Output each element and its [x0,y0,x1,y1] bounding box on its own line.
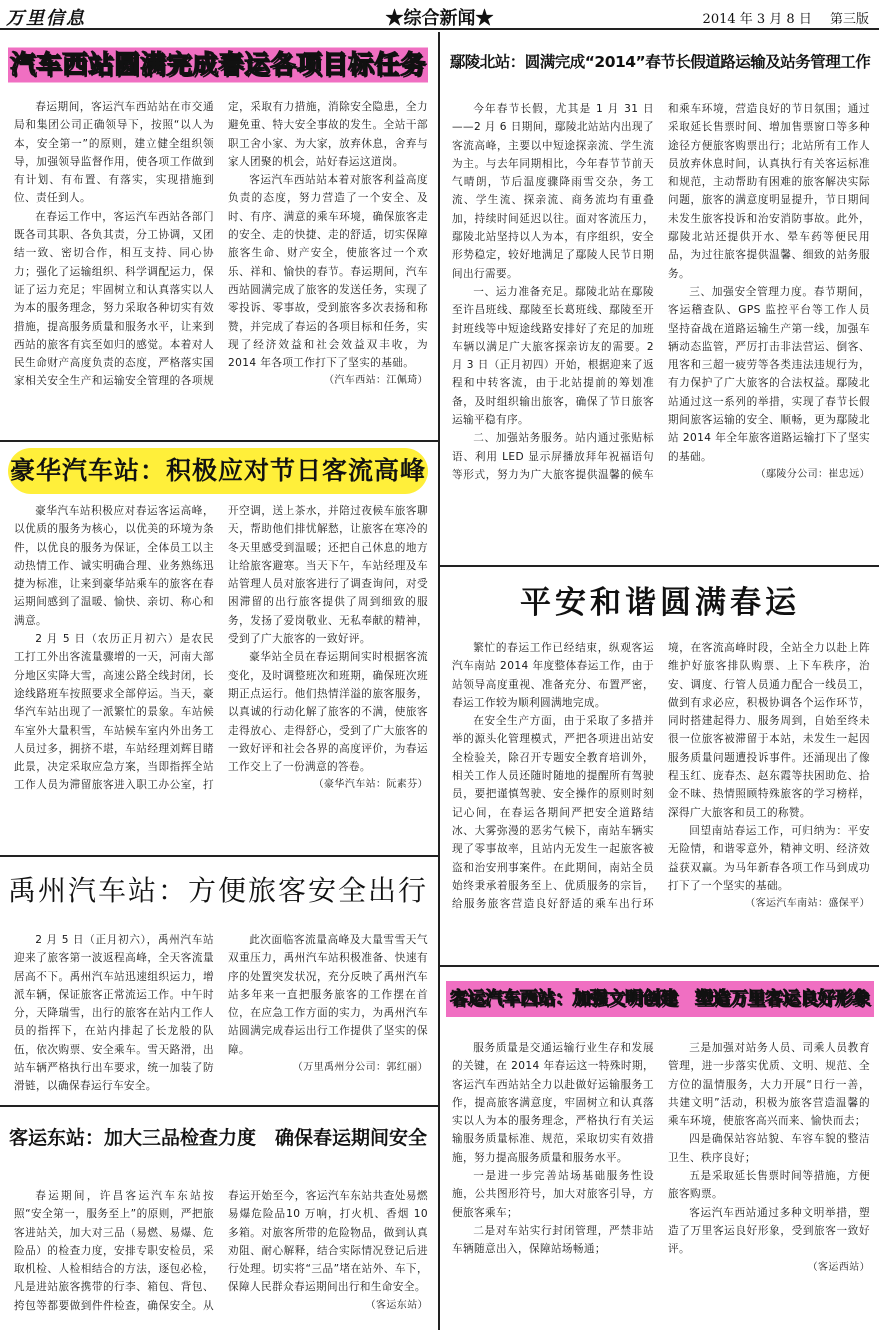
byline: （豪华汽车站：阮素芬） [313,779,428,791]
paragraph: 2 月 5 日（农历正月初六）是农民工打工外出客流量骤增的一天，河南大部分地区实降大雪，高速公路全线封闭，长途线路班车按照要求全部停运。当天，豪华汽车站出现了一派繁忙的景象。车站候车室外大量积雪，车站候车室内外出务工人员过多，拥挤不堪，车站经理刘辉目睹此景，决定采取应急方案，当即指挥全站工作人员为滞留旅客进入职工办公室，打开空调，送上茶水，并陪过夜候车旅客聊天，帮助他们排忧解愁，让旅客在寒冷的冬天里感受到温暖；还把自己休息的地方让给旅客避寒。当天下午，车站经理及车站管理人员对旅客进行了调查询问，对受困滞留的出行旅客提供了周到细致的服务，发扬了爱岗敬业、无私奉献的精神，受到了广大旅客的一致好评。 [14,505,428,792]
article-headline: 客运东站：加大三品检查力度 确保春运期间安全 [8,1127,427,1149]
paragraph: 豪华汽车站积极应对春运客运高峰，以优质的服务为核心，以优美的环境为条件，以优良的服务为保证，全体员工以主动热情工作、诚实明确合理、业务熟练迅捷为标准，让来到豪华站乘车的旅客在春运期间感到了温暖、愉快、亲切、称心和满意。 [14,505,214,627]
article-body [14,1187,428,1327]
byline: （汽车西站：江佩琦） [324,375,428,387]
article-headline: 豪华汽车站：积极应对节日客流高峰 [8,448,428,494]
byline: （客运东站） [365,1299,428,1311]
paragraph: 三是加强对站务人员、司乘人员教育管理，进一步落实优质、文明、规范、全方位的温情服务，大力开展“日行一善，共建文明”活动，积极为旅客营造温馨的乘车环境，使旅客高兴而来、愉快而去； [668,1042,870,1128]
paragraph: 在安全生产方面，由于采取了多措并举的源头化管理模式，严把各项进出站安全检验关，除召开专题安全教育培训外，相关工作人员还随时随地的提醒所有驾驶员，要把谨慎驾驶、安全操作的原则时刻记心间，在春运各期间严把安全道路结冰、大雾弥漫的恶劣气候下，南站车辆实现了零事故率，且站内无发生一起旅客被盗和治安刑事案件。在此期间，南站全员始终秉承着服务至上、优质服务的宗旨，给服务旅客营造良好舒适的乘车出行环境，在客流高峰时段，全站全力以赴上阵维护好旅客排队购票、上下车秩序，治安、调度、行管人员通力配合一线员工，做到有求必应，积极协调各个运作环节，同时搭建起得力、服务周到，自始至终未很一位旅客被滞留于本站，未发生一起因服务质量问题遭投诉事件。还涌现出了像程玉红、庞春杰、赵东霞等扶困助危、拾金不昧、热情照顾特殊旅客的学习榜样，深得广大旅客和员工的称赞。 [452,642,870,911]
article-headline: 鄢陵北站：圆满完成“2014”春节长假道路运输及站务管理工作 [449,53,871,71]
issue-date: 2014 年 3 月 8 日 [702,12,812,27]
masthead [0,0,879,30]
article-body [14,931,428,1103]
paragraph: 客运汽车西站站本着对旅客利益高度负责的态度，努力营造了一个安全、及时、有序、满意的乘车环境，确保旅客走的安全、走的快捷、走的舒适，切实保障旅客生命、财产安全，使旅客过一个欢乐、祥和、愉快的春节。春运期间，汽车西站圆满完成了旅客的发送任务，实现了零投诉、零事故，受到旅客多次表扬和称赞，并完成了春运的各项目标和任务，实现了经济效益和社会效益双丰收，为 2014 年各项工作打下了坚实的基础。 [228,174,428,370]
paragraph: 一、运力准备充足。鄢陵北站在鄢陵至许昌班线、鄢陵至长葛班线、鄢陵至开封班线等中短途线路安排好了充足的加班车辆以满足广大旅客探亲访友的需要。2 月 3 日（正月初四）开始，根据迎来了返程和中转客流，由于北站提前的筹划准备，及时组织输出旅客，确保了节日旅客运输平稳有序。 [452,285,654,427]
article-yanling-north [440,32,879,565]
byline: （客运西站） [807,1261,870,1273]
article-body [14,98,428,436]
paragraph: 四是确保站容站貌、车容车貌的整洁卫生、秩序良好； [668,1133,870,1164]
article-east-station [0,1107,438,1330]
paragraph: 客运汽车西站通过多种文明举措，塑造了万里客运良好形象，受到旅客一致好评。 [668,1206,870,1256]
byline: （鄢陵分公司：崔忠远） [755,468,870,480]
article-luxury-station [0,442,438,854]
article-headline: 汽车西站圆满完成春运各项目标任务 [8,38,428,92]
article-west-station [0,32,438,440]
paragraph: 豪华站全员在春运期间实时根据客流变化，及时调整班次和班期，确保班次班期正点运行。他们热情洋溢的旅客服务，以真诚的行动化解了旅客的不满，使旅客走得放心、走得舒心，受到了广大旅客的一致好评和社会各界的高度评价，为春运工作交上了一份满意的答卷。 [228,651,428,774]
article-headline: 平安和谐圆满春运 [520,585,800,621]
paragraph: 2 月 5 日（正月初六），禹州汽车站迎来了旅客第一波返程高峰，全天客流量居高不下。禹州汽车站迅速组织运力，增派车辆，保证旅客正常流运工作。中午时分，天降瑞雪，出行的旅客在站内工作人员的指挥下，在站内排起了长龙般的队伍，依次购票、安全乘车。雪天路滑，出站车辆严格执行出车要求，统一加装了防滑链，以确保春运行车安全。 [14,934,214,1093]
article-headline: 客运汽车西站：加强文明创建 塑造万里客运良好形象 [446,973,874,1025]
newspaper-brand: 万里信息 [6,8,86,29]
paragraph: 春运期间，许昌客运汽车东站按照“安全第一，服务至上”的原则，严把旅客进站关，加大对三品（易燃、易爆、危险品）的检查力度，安排专职安检员，采取机检、人检相结合的方法，逐包必检，凡是进站旅客携带的行李、箱包、背包、挎包等都要做到件件检查，确保安全。从春运开始至今，客运汽车东站共查处易燃易爆危险品10 万响，打火机、香烟 10 多箱。对旅客所带的危险物品，做到认真劝阻、耐心解释，结合实际情况登记后进行处理。切实将“三品”堵在站外、车下，保障人民群众春运期间出行和生命安全。 [14,1190,428,1312]
paragraph: 一是进一步完善站场基础服务性设施，公共图形符号，加大对旅客引导，方便旅客乘车； [452,1170,654,1219]
section-title: ★综合新闻★ [385,8,494,29]
paragraph: 繁忙的春运工作已经结束，纵观客运汽车南站 2014 年度整体春运工作，由于站领导高度重视、准备充分、布置严密，春运工作较为顺利圆满地完成。 [452,642,654,709]
article-body [452,1039,870,1327]
article-peace-harmony [440,567,879,965]
article-body [452,639,870,963]
article-west-civility [440,967,879,1330]
byline: （万里禹州分公司：郭红丽） [292,1062,428,1074]
paragraph: 回望南站春运工作，可归纳为：平安无险情，和谐零意外，精神文明、经济效益获双赢。为马年新春各项工作马到成功打下了一个坚实的基础。 [668,824,870,892]
paragraph: 二是对车站实行封闭管理，严禁非站车辆随意出入，保障站场畅通； [452,1224,654,1256]
page-number: 第三版 [829,12,869,27]
article-body [452,100,870,562]
paragraph: 五是采取延长售票时间等措施，方便旅客购票。 [668,1170,870,1201]
paragraph: 三、加强安全管理力度。春节期间，客运稽查队、GPS 监控平台等工作人员坚持奋战在道路运输生产第一线，加强车辆动态监管，严厉打击非法营运、倒客、甩客和三超一疲劳等各类违法违规行为，有力保护了广大旅客的合法权益。鄢陵北站通过这一系列的举措，实现了春节长假期间旅客运输的安全、顺畅，更为鄢陵北站 2014 年全年旅客道路运输打下了坚实的基础。 [668,285,870,463]
byline: （客运汽车南站：盛保平） [745,898,870,910]
paragraph: 此次面临客流量高峰及大量雪雪天气双重压力，禹州汽车站积极准备、快速有序的处置突发状况，充分反映了禹州汽车站多年来一直把服务旅客的工作摆在首位，在应急工作方面的实力，为禹州汽车站圆满完成春运出行工作提供了坚实的保障。 [228,934,428,1056]
paragraph: 二、加强站务服务。站内通过张贴标语、利用 LED 显示屏播放拜年祝福语句等形式，努力为广大旅客提供温馨的候车和乘车环境，营造良好的节日氛围；通过采取延长售票时间、增加售票窗口等多种途径方便旅客购票出行；北站所有工作人员放弃休息时间，认真执行有关客运标准和规范，主动帮助有困难的旅客解决实际问题，旅客的满意度明显提升，节日期间未发生旅客投诉和治安消防事故。此外，鄢陵北站还提供开水、晕车药等便民用品，为过往旅客提供温馨、细致的站务服务。 [452,103,870,481]
article-body [14,502,428,852]
paragraph: 服务质量是交通运输行业生存和发展的关键，在 2014 年春运这一特殊时期，客运汽车西站站全力以赴做好运输服务工作，提高旅客满意度，牢固树立和认真落实以人为本的服务理念，严格执行有关运输服务质量标准、规范，采取切实有效措施，努力提高服务质量和服务水平。 [452,1042,654,1164]
paragraph: 春运期间，客运汽车西站站在市交通局和集团公司正确领导下，按照“以人为本，安全第一”的原则，建立健全组织领导，加强领导监督作用，使各项工作做到有计划、有布置、有落实，实现措施到位、责任到人。 [14,101,214,205]
paragraph: 今年春节长假，尤其是 1 月 31 日——2 月 6 日期间，鄢陵北站站内出现了客流高峰，主要以中短途探亲流、学生流为主。与去年同期相比，今年春节节前天气晴朗，节后温度骤降雨雪交杂，务工流、学生流、探亲流、商务流均有重叠加，持续时间延迟以往。面对客流压力，鄢陵北站坚持以人为本，有序组织，安全形势稳定，较好地满足了鄢陵人民节日期间出行需要。 [452,103,654,280]
article-yuzhou-station [0,857,438,1105]
dateline [689,8,869,27]
article-headline: 禹州汽车站：方便旅客安全出行 [8,874,428,907]
paragraph: 在春运工作中，客运汽车西站各部门既各司其职、各负其责，分工协调，又团结一致、密切合作，相互支持、同心协力；强化了运输组织、科学调配运力，保证了运力充足；牢固树立和认真落实以人为本的服务理念，努力采取各种切实有效措施，提高服务质量和服务水平，让来到西站的旅客有宾至如归的感觉。本着对人民生命财产高度负责的态度，严格落实国家相关安全生产和运输安全管理的各项规定，采取有力措施，消除安全隐患，全力避免重、特大安全事故的发生。全站干部职工舍小家、为大家，放弃休息，舍弃与家人团聚的机会，站好春运这道岗。 [14,101,428,388]
